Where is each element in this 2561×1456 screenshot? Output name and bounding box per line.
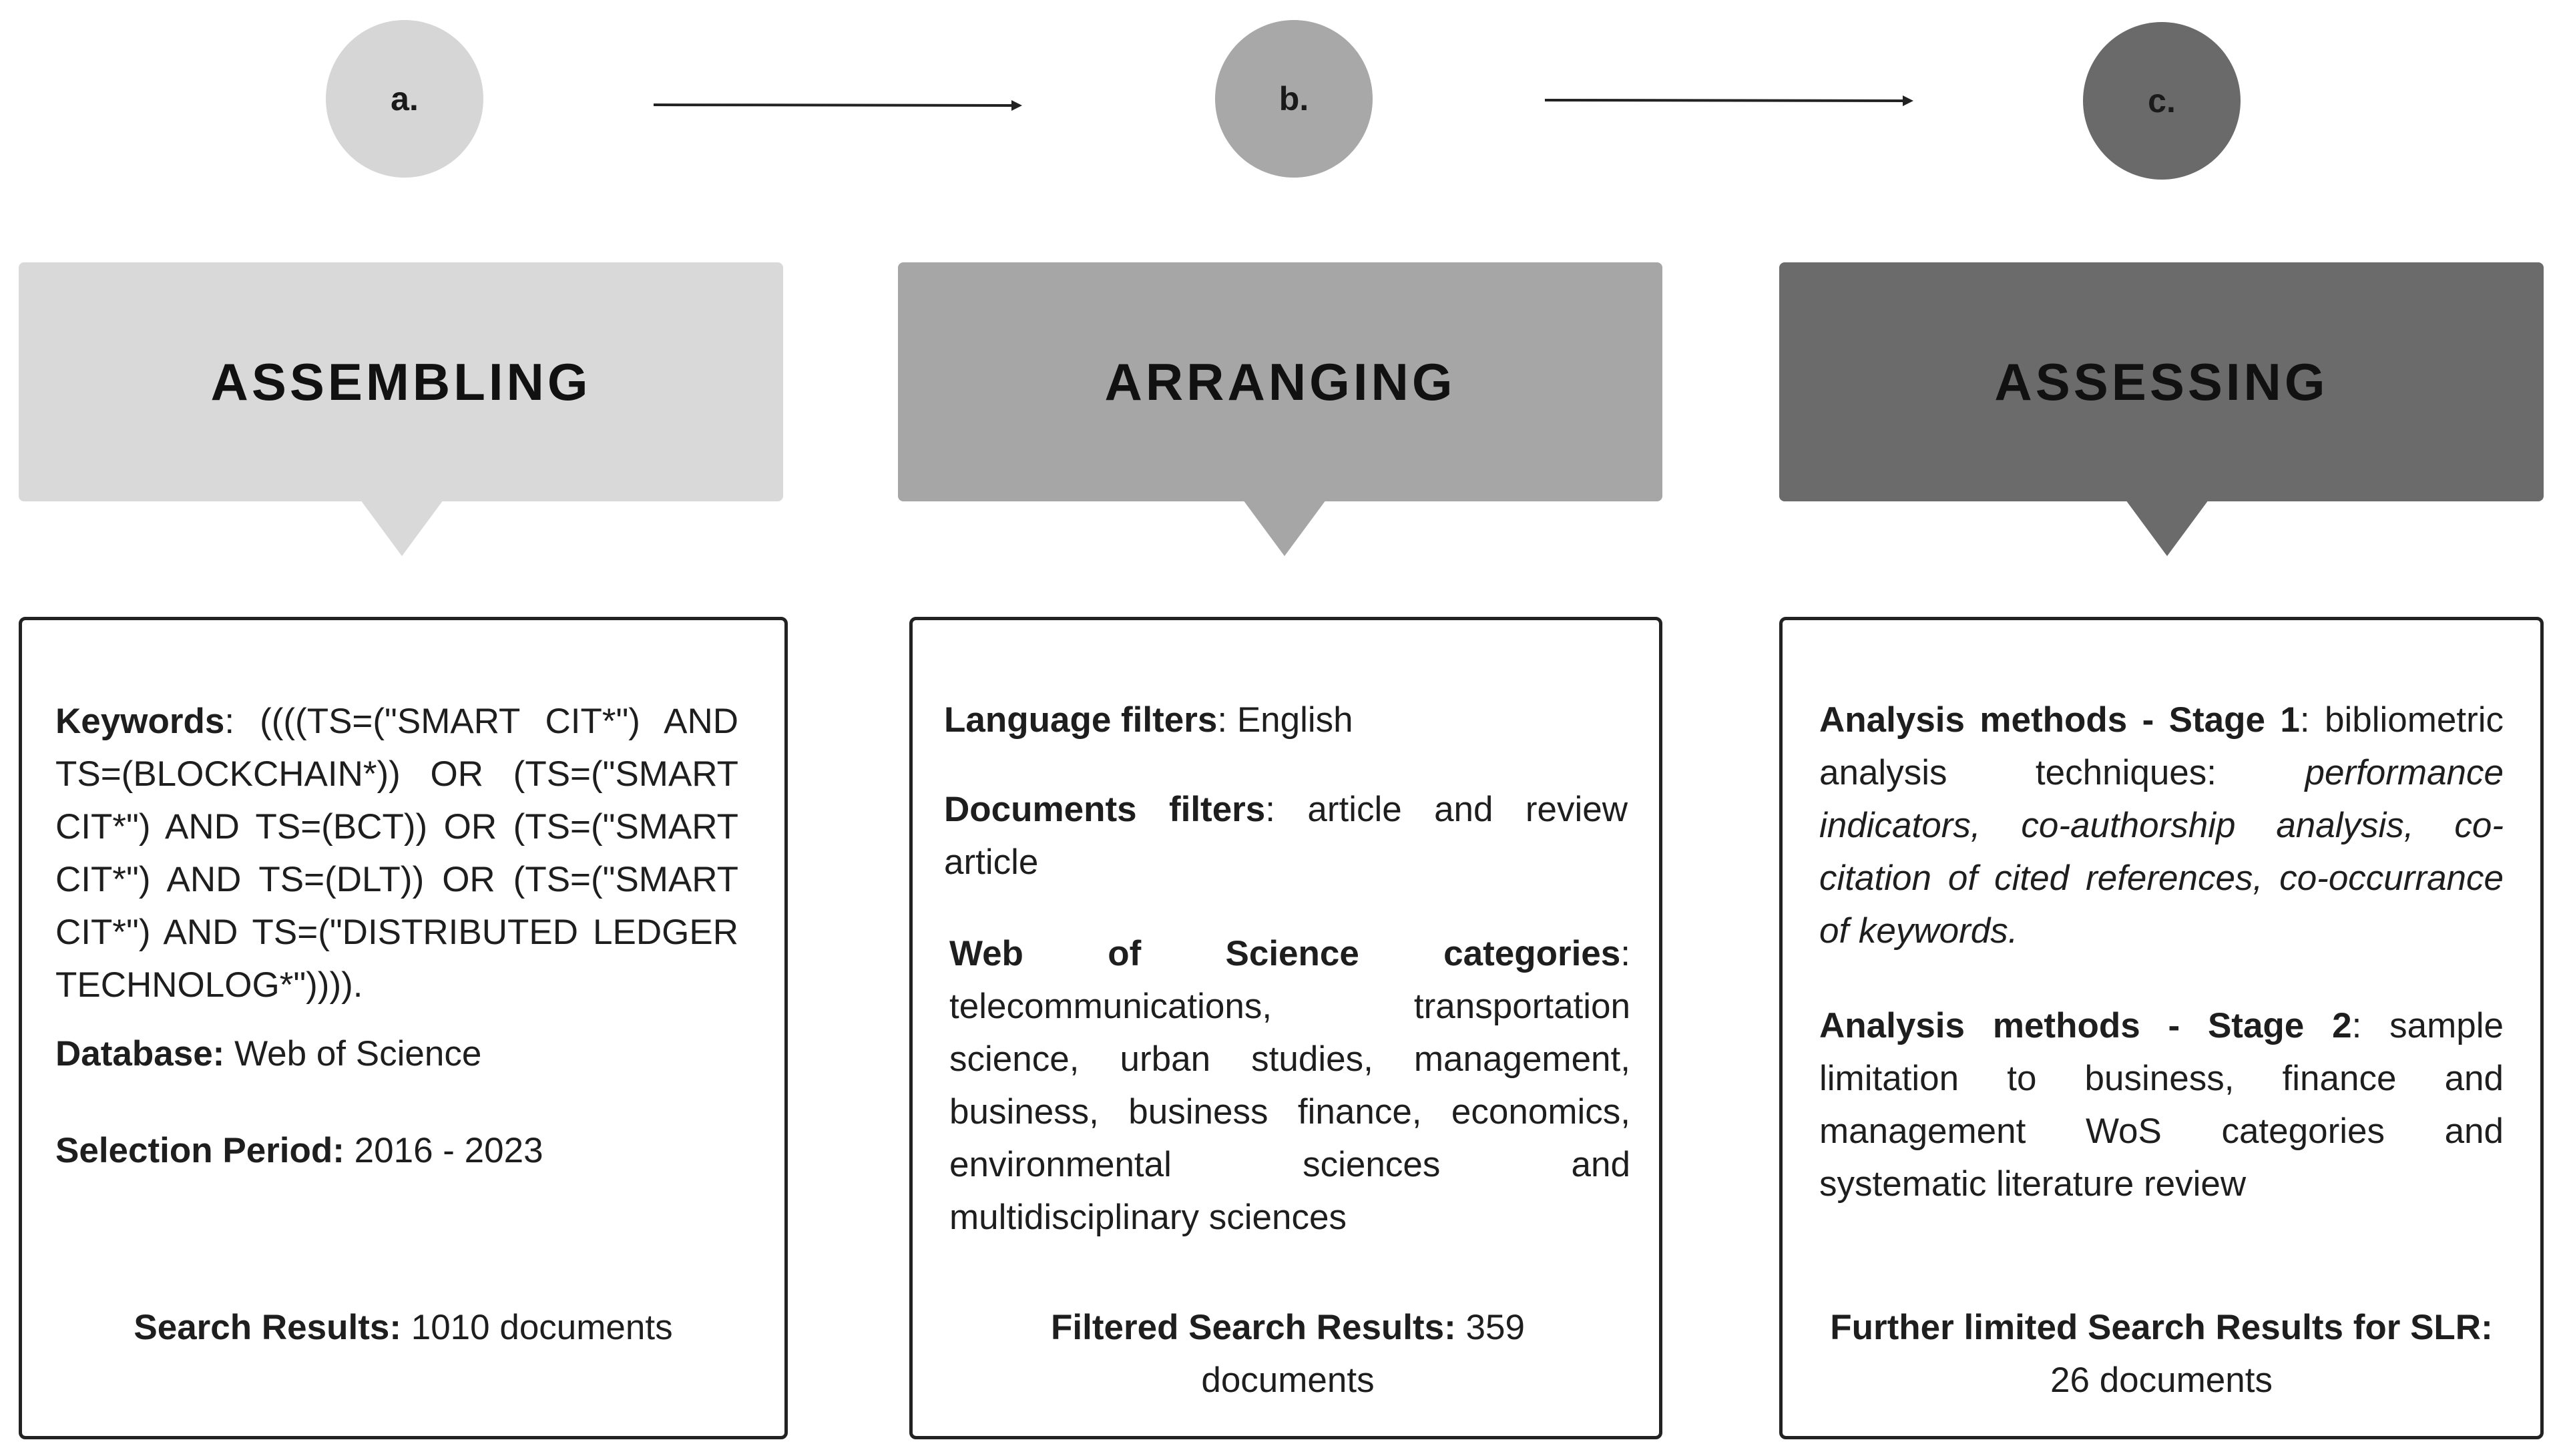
step-b-letter: b.	[1278, 80, 1309, 117]
filtered-search-results-value: 359 documents	[1201, 1308, 1525, 1400]
assessing-card	[1779, 617, 2544, 1439]
selection-period-value: 2016 - 2023	[354, 1131, 543, 1170]
arrow-a-to-b	[651, 93, 1025, 120]
keywords-field: Keywords: ((((TS=("SMART CIT*") AND TS=(BLOCKCHAIN*)) OR (TS=("SMART CIT*") AND TS=(BCT)) OR (TS=("SMART CIT*") AND TS=(DLT)) OR (TS=("SMART CIT*") AND TS=("DISTRIBUTED LEDGER TECHNOLOG*")))).	[55, 702, 738, 1005]
database-field	[55, 1027, 738, 1080]
keywords-value: ((((TS=("SMART CIT*") AND TS=(BLOCKCHAIN*)) OR (TS=("SMART CIT*") AND TS=(BCT)) OR (TS=("SMART CIT*") AND TS=(DLT)) OR (TS=("SMART CIT*") AND TS=("DISTRIBUTED LEDGER TECHNOLOG*")))).	[55, 702, 738, 1005]
documents-filters-value: article and review article	[944, 790, 1628, 882]
search-results-value: 1010 documents	[411, 1308, 673, 1347]
selection-period-field	[55, 1124, 738, 1177]
keywords-label: Keywords	[55, 702, 225, 741]
assessing-title: ASSESSING	[1994, 352, 2329, 411]
analysis-stage-1-value: bibliometric analysis techniques:	[1819, 700, 2504, 792]
search-results-label: Search Results:	[134, 1308, 401, 1347]
assembling-pointer	[361, 500, 443, 556]
language-filters-field: Language filters: English	[944, 700, 1353, 740]
arranging-card	[909, 617, 1662, 1439]
analysis-stage-1-field: Analysis methods - Stage 1: bibliometric analysis techniques: performance indicators, co-authorship analysis, co-citation of cited references, co-occurrance of keywords.	[1819, 700, 2504, 951]
language-filters-value: English	[1236, 700, 1353, 740]
analysis-stage-2-label: Analysis methods - Stage 2	[1819, 1006, 2352, 1045]
step-a-letter: a.	[391, 80, 419, 117]
analysis-stage-1-label: Analysis methods - Stage 1	[1819, 700, 2300, 740]
wos-categories-field: Web of Science categories: telecommunications, transportation science, urban studies, management, business, business finance, economics, environmental sciences and multidisciplinary sciences	[949, 934, 1630, 1237]
further-limited-search-results-value: 26 documents	[2050, 1361, 2273, 1400]
further-limited-search-results	[1803, 1301, 2520, 1407]
assessing-pointer	[2126, 500, 2208, 556]
arranging-title: ARRANGING	[1104, 352, 1456, 411]
analysis-stage-2-value: sample limitation to business, finance and management WoS categories and systematic literature review	[1819, 1006, 2504, 1204]
step-c-letter: c.	[2148, 82, 2176, 119]
arranging-banner	[898, 262, 1662, 501]
documents-filters-field: Documents filters: article and review article	[944, 790, 1628, 882]
step-c-circle	[2083, 22, 2241, 180]
analysis-stage-1-italic: performance indicators, co-authorship analysis, co-citation of cited references, co-occurrance of keywords.	[1819, 753, 2504, 951]
filtered-search-results-label: Filtered Search Results:	[1051, 1308, 1456, 1347]
analysis-stage-2-field: Analysis methods - Stage 2: sample limitation to business, finance and management WoS categories and systematic literature review	[1819, 1006, 2504, 1204]
wos-categories-value: telecommunications, transportation science, urban studies, management, business, business finance, economics, environmental sciences and multidisciplinary sciences	[949, 987, 1630, 1237]
arranging-pointer	[1243, 500, 1326, 556]
step-a-circle	[326, 20, 483, 178]
assembling-banner	[19, 262, 783, 501]
assessing-banner	[1779, 262, 2544, 501]
assembling-card	[19, 617, 788, 1439]
selection-period-label: Selection Period:	[55, 1131, 344, 1170]
filtered-search-results	[1027, 1301, 1548, 1407]
search-results	[55, 1301, 751, 1354]
step-b-circle	[1215, 20, 1373, 178]
database-value: Web of Science	[234, 1034, 482, 1073]
language-filters-label: Language filters	[944, 700, 1218, 740]
arrow-b-to-c	[1542, 89, 1916, 115]
wos-categories-label: Web of Science categories	[949, 934, 1621, 973]
database-label: Database:	[55, 1034, 225, 1073]
further-limited-search-results-label: Further limited Search Results for SLR:	[1830, 1308, 2493, 1347]
documents-filters-label: Documents filters	[944, 790, 1266, 829]
assembling-title: ASSEMBLING	[210, 352, 592, 411]
